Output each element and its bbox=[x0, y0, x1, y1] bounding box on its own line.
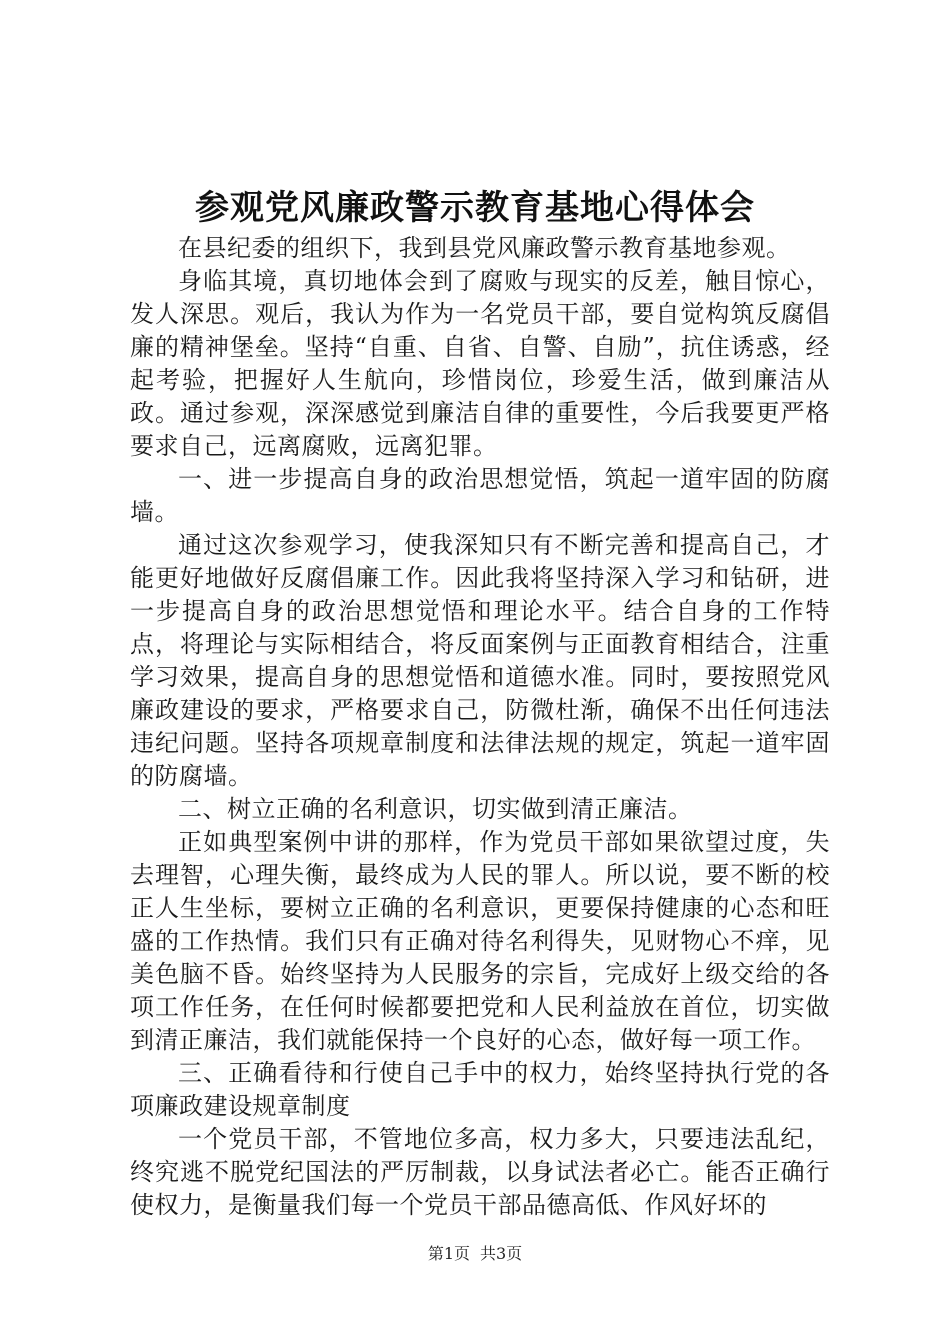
section-heading-1: 一、进一步提高自身的政治思想觉悟，筑起一道牢固的防腐墙。 bbox=[130, 465, 830, 526]
paragraph-section-2: 正如典型案例中讲的那样，作为党员干部如果欲望过度，失去理智，心理失衡，最终成为人民的罪人。所以说，要不断的校正人生坐标，要树立正确的名利意识，更要保持健康的心态和旺盛的工作热情。我们只有正确对待名利得失，见财物心不痒，见美色脑不昏。始终坚持为人民服务的宗旨，完成好上级交给的各项工作任务，在任何时候都要把党和人民利益放在首位，切实做到清正廉洁，我们就能保持一个良好的心态，做好每一项工作。 bbox=[130, 828, 830, 1054]
paragraph-section-3: 一个党员干部，不管地位多高，权力多大，只要违法乱纪，终究逃不脱党纪国法的严厉制裁，以身试法者必亡。能否正确行使权力，是衡量我们每一个党员干部品德高低、作风好坏的 bbox=[130, 1125, 830, 1219]
document-body bbox=[130, 232, 830, 1222]
document-title: 参观党风廉政警示教育基地心得体会 bbox=[195, 188, 755, 228]
page-total: 共3页 bbox=[480, 1244, 523, 1263]
page-number: 第1页 bbox=[427, 1244, 470, 1263]
paragraph-section-1: 通过这次参观学习，使我深知只有不断完善和提高自己，才能更好地做好反腐倡廉工作。因此我将坚持深入学习和钻研，进一步提高自身的政治思想觉悟和理论水平。结合自身的工作特点，将理论与实际相结合，将反面案例与正面教育相结合，注重学习效果，提高自身的思想觉悟和道德水准。同时，要按照党风廉政建设的要求，严格要求自己，防微杜渐，确保不出任何违法违纪问题。坚持各项规章制度和法律法规的规定，筑起一道牢固的防腐墙。 bbox=[130, 531, 830, 790]
paragraph-intro: 在县纪委的组织下，我到县党风廉政警示教育基地参观。 bbox=[178, 234, 791, 262]
page-footer bbox=[0, 1244, 950, 1264]
section-heading-2: 二、树立正确的名利意识，切实做到清正廉洁。 bbox=[178, 795, 693, 823]
section-heading-3: 三、正确看待和行使自己手中的权力，始终坚持执行党的各项廉政建设规章制度 bbox=[130, 1059, 830, 1120]
paragraph-impression: 身临其境，真切地体会到了腐败与现实的反差，触目惊心，发人深思。观后，我认为作为一名党员干部，要自觉构筑反腐倡廉的精神堡垒。坚持“自重、自省、自警、自励”，抗住诱惑，经起考验，把握好人生航向，珍惜岗位，珍爱生活，做到廉洁从政。通过参观，深深感觉到廉洁自律的重要性，今后我要更严格要求自己，远离腐败，远离犯罪。 bbox=[130, 267, 830, 460]
